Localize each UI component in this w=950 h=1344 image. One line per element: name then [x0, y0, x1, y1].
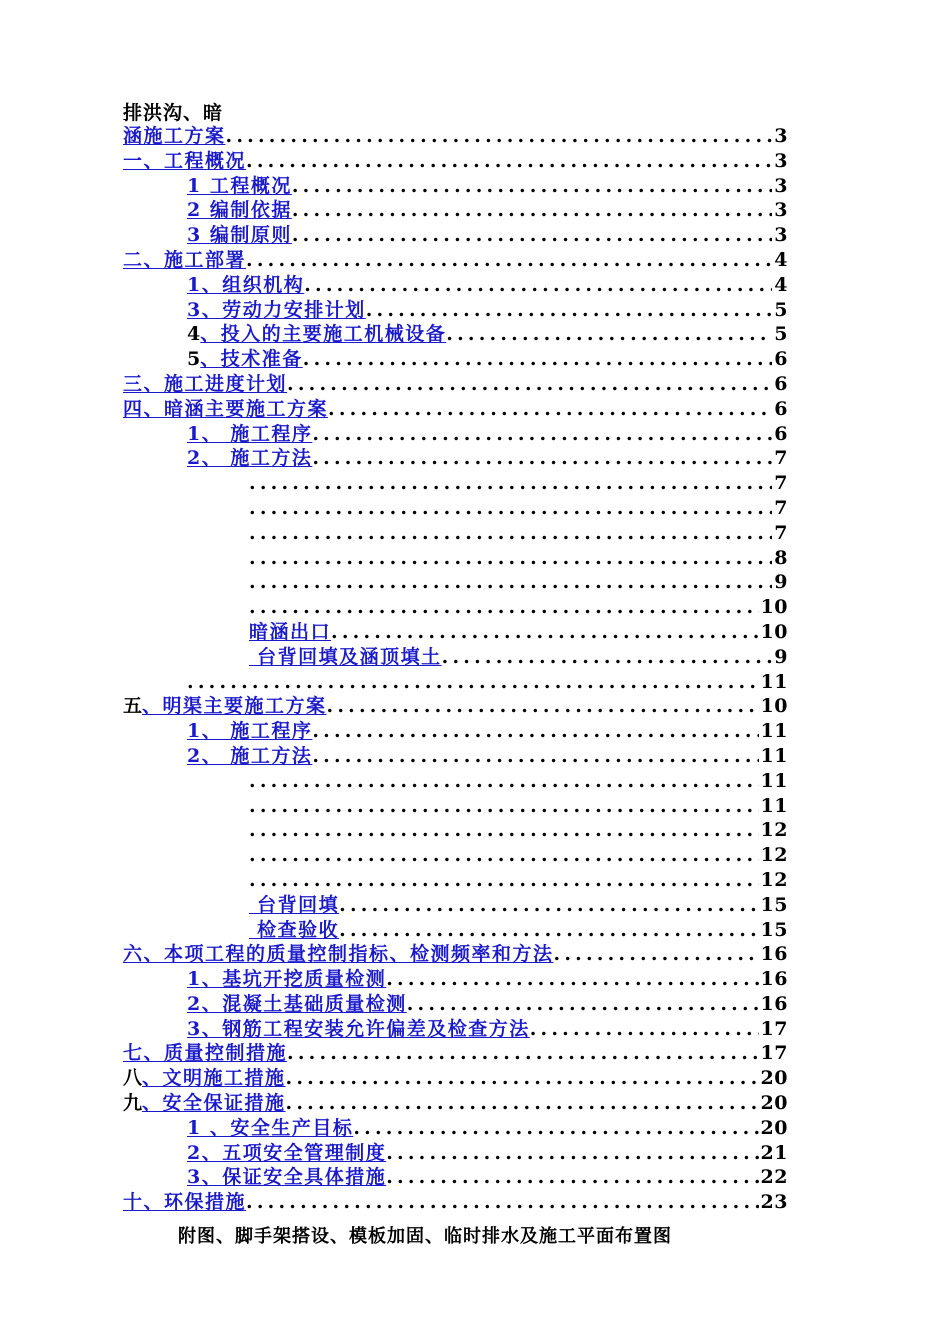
- toc-page-number: 10: [760, 596, 788, 619]
- dot-leader: [249, 843, 759, 868]
- toc-page-number: 5: [774, 298, 788, 321]
- toc-page-number: 20: [760, 1116, 788, 1139]
- toc-page-number: 7: [774, 472, 788, 495]
- toc-entry[interactable]: [123, 174, 788, 199]
- toc-entry-link[interactable]: 四、暗涵主要施工方案: [123, 397, 329, 420]
- toc-entry-link[interactable]: 十、环保措施: [123, 1191, 247, 1214]
- toc-entry[interactable]: [123, 1116, 788, 1141]
- dot-leader: [287, 372, 772, 397]
- toc-page-number: 10: [760, 620, 788, 643]
- toc-entry[interactable]: [123, 471, 788, 496]
- dot-leader: [249, 794, 759, 819]
- toc-entry-link[interactable]: 1 、安全生产目标: [187, 1116, 354, 1139]
- toc-page-number: 16: [760, 992, 788, 1015]
- dot-leader: [312, 744, 758, 769]
- dot-leader: [312, 446, 772, 471]
- toc-page-number: 3: [774, 174, 788, 197]
- toc-entry-link[interactable]: 2 编制依据: [187, 199, 292, 222]
- toc-page-number: 11: [760, 670, 788, 693]
- toc-entry-link[interactable]: 三、施工进度计划: [123, 372, 288, 395]
- toc-page-number: 11: [760, 794, 788, 817]
- toc-page-number: 12: [760, 844, 788, 867]
- toc-entry[interactable]: [123, 446, 788, 471]
- toc-page-number: 9: [774, 645, 788, 668]
- toc-entry[interactable]: [123, 1141, 788, 1166]
- toc-entry-link[interactable]: 1、 施工程序: [187, 422, 313, 445]
- dot-leader: [249, 521, 772, 546]
- toc-page-number: 21: [760, 1141, 788, 1164]
- toc-page-number: 11: [760, 744, 788, 767]
- dot-leader: [327, 694, 759, 719]
- dot-leader: [246, 149, 772, 174]
- dot-leader: [249, 496, 772, 521]
- toc-page-number: 5: [774, 323, 788, 346]
- toc-entry-link[interactable]: 3、钢筋工程安装允许偏差及检查方法: [187, 1017, 530, 1040]
- toc-entry-link[interactable]: 、技术准备: [200, 348, 303, 371]
- toc-entry[interactable]: [123, 1190, 788, 1215]
- toc-entry[interactable]: [123, 794, 788, 819]
- toc-entry[interactable]: [123, 992, 788, 1017]
- toc-entry-link[interactable]: 2、混凝土基础质量检测: [187, 992, 407, 1015]
- dot-leader: [249, 546, 772, 571]
- dot-leader: [286, 1066, 759, 1091]
- toc-entry[interactable]: [123, 769, 788, 794]
- toc-entry[interactable]: [123, 248, 788, 273]
- toc-entry-link[interactable]: 、文明施工措施: [142, 1067, 286, 1090]
- toc-entry-link[interactable]: 3、保证安全具体措施: [187, 1166, 387, 1189]
- dot-leader: [442, 645, 773, 670]
- dot-leader: [246, 248, 772, 273]
- toc-entry[interactable]: [123, 1165, 788, 1190]
- toc-entry-link[interactable]: 、明渠主要施工方案: [142, 695, 327, 718]
- dot-leader: [353, 1116, 758, 1141]
- toc-entry-prefix: 5: [187, 348, 201, 371]
- toc-page-number: 3: [774, 149, 788, 172]
- toc-page-number: 11: [760, 769, 788, 792]
- dot-leader: [312, 422, 772, 447]
- toc-entry[interactable]: [123, 124, 788, 149]
- toc-entry-link[interactable]: 检查验收: [249, 918, 340, 941]
- toc-entry[interactable]: [123, 397, 788, 422]
- table-of-contents: [123, 124, 788, 1215]
- toc-entry[interactable]: [123, 719, 788, 744]
- dot-leader: [246, 1190, 759, 1215]
- dot-leader: [287, 1041, 759, 1066]
- toc-entry[interactable]: [123, 645, 788, 670]
- toc-page-number: 3: [774, 199, 788, 222]
- toc-page-number: 7: [774, 521, 788, 544]
- dot-leader: [331, 620, 759, 645]
- toc-entry-prefix: 4: [187, 323, 201, 346]
- toc-entry[interactable]: [123, 521, 788, 546]
- toc-page-number: 12: [760, 819, 788, 842]
- document-heading: 排洪沟、暗: [123, 102, 224, 124]
- toc-entry-link[interactable]: 2、 施工方法: [187, 744, 313, 767]
- dot-leader: [249, 570, 772, 595]
- toc-entry[interactable]: [123, 372, 788, 397]
- dot-leader: [292, 198, 772, 223]
- toc-entry-link[interactable]: 二、施工部署: [123, 248, 247, 271]
- toc-page-number: 16: [760, 943, 788, 966]
- toc-entry[interactable]: [123, 422, 788, 447]
- toc-entry[interactable]: [123, 298, 788, 323]
- dot-leader: [339, 893, 758, 918]
- toc-page-number: 10: [760, 695, 788, 718]
- dot-leader: [304, 273, 772, 298]
- dot-leader: [328, 397, 772, 422]
- dot-leader: [187, 670, 759, 695]
- dot-leader: [249, 868, 759, 893]
- toc-entry[interactable]: [123, 546, 788, 571]
- toc-page-number: 15: [760, 918, 788, 941]
- toc-page-number: 4: [774, 248, 788, 271]
- toc-page-number: 15: [760, 893, 788, 916]
- toc-entry-prefix: 五: [123, 695, 143, 718]
- toc-entry[interactable]: [123, 1091, 788, 1116]
- dot-leader: [366, 298, 773, 323]
- toc-entry[interactable]: [123, 570, 788, 595]
- toc-entry-link[interactable]: 七、质量控制措施: [123, 1042, 288, 1065]
- toc-entry[interactable]: [123, 1066, 788, 1091]
- toc-page-number: 3: [774, 224, 788, 247]
- toc-entry[interactable]: [123, 1041, 788, 1066]
- toc-entry-link[interactable]: 台背回填及涵顶填土: [249, 645, 442, 668]
- dot-leader: [286, 1091, 759, 1116]
- toc-page-number: 6: [774, 397, 788, 420]
- dot-leader: [249, 471, 772, 496]
- toc-page-number: 6: [774, 372, 788, 395]
- toc-page-number: 7: [774, 447, 788, 470]
- dot-leader: [303, 347, 773, 372]
- toc-page-number: 23: [760, 1191, 788, 1214]
- dot-leader: [386, 1141, 758, 1166]
- dot-leader: [554, 942, 759, 967]
- dot-leader: [386, 967, 758, 992]
- toc-page-number: 4: [774, 273, 788, 296]
- toc-entry[interactable]: [123, 223, 788, 248]
- toc-entry[interactable]: [123, 620, 788, 645]
- toc-entry[interactable]: [123, 347, 788, 372]
- toc-entry[interactable]: [123, 744, 788, 769]
- toc-entry-link[interactable]: 1、组织机构: [187, 273, 305, 296]
- toc-entry[interactable]: [123, 198, 788, 223]
- dot-leader: [530, 1017, 759, 1042]
- toc-entry[interactable]: [123, 273, 788, 298]
- toc-entry-link[interactable]: 2、 施工方法: [187, 447, 313, 470]
- toc-entry-link[interactable]: 、投入的主要施工机械设备: [200, 323, 447, 346]
- toc-page-number: 16: [760, 968, 788, 991]
- toc-entry[interactable]: [123, 670, 788, 695]
- toc-entry[interactable]: [123, 893, 788, 918]
- dot-leader: [407, 992, 759, 1017]
- toc-entry[interactable]: [123, 322, 788, 347]
- toc-entry[interactable]: [123, 868, 788, 893]
- dot-leader: [292, 223, 772, 248]
- toc-entry-link[interactable]: 1、 施工程序: [187, 720, 313, 743]
- toc-entry-link[interactable]: 暗涵出口: [249, 620, 332, 643]
- toc-entry[interactable]: [123, 818, 788, 843]
- toc-page-number: 12: [760, 868, 788, 891]
- toc-entry[interactable]: [123, 496, 788, 521]
- dot-leader: [249, 818, 759, 843]
- toc-entry-link[interactable]: 3、劳动力安排计划: [187, 298, 366, 321]
- dot-leader: [339, 918, 758, 943]
- toc-entry[interactable]: [123, 942, 788, 967]
- toc-page-number: 20: [760, 1067, 788, 1090]
- toc-entry-prefix: 八: [123, 1067, 143, 1090]
- toc-page-number: 11: [760, 720, 788, 743]
- toc-entry[interactable]: [123, 1017, 788, 1042]
- toc-entry[interactable]: [123, 149, 788, 174]
- toc-entry-link[interactable]: 、安全保证措施: [142, 1092, 286, 1115]
- toc-entry-link[interactable]: 六、本项工程的质量控制指标、检测频率和方法: [123, 943, 554, 966]
- toc-entry-prefix: 九: [123, 1092, 143, 1115]
- toc-entry[interactable]: [123, 918, 788, 943]
- toc-page-number: 20: [760, 1092, 788, 1115]
- dot-leader: [312, 719, 758, 744]
- dot-leader: [226, 124, 773, 149]
- toc-page-number: 9: [774, 571, 788, 594]
- dot-leader: [446, 322, 772, 347]
- toc-page-number: 6: [774, 348, 788, 371]
- toc-entry[interactable]: [123, 843, 788, 868]
- toc-entry[interactable]: [123, 967, 788, 992]
- toc-entry-link[interactable]: 3 编制原则: [187, 224, 292, 247]
- toc-page-number: 17: [760, 1042, 788, 1065]
- dot-leader: [292, 174, 772, 199]
- toc-page-number: 22: [760, 1166, 788, 1189]
- toc-page-number: 8: [774, 546, 788, 569]
- toc-entry-link[interactable]: 台背回填: [249, 893, 340, 916]
- toc-entry[interactable]: [123, 595, 788, 620]
- toc-entry[interactable]: [123, 694, 788, 719]
- toc-page-number: 7: [774, 496, 788, 519]
- toc-page-number: 17: [760, 1017, 788, 1040]
- toc-entry-link[interactable]: 涵施工方案: [123, 125, 226, 147]
- toc-entry-link[interactable]: 2、五项安全管理制度: [187, 1141, 387, 1164]
- toc-page-number: 3: [774, 125, 788, 147]
- dot-leader: [386, 1165, 758, 1190]
- dot-leader: [249, 769, 759, 794]
- toc-entry-link[interactable]: 一、工程概况: [123, 149, 247, 172]
- dot-leader: [249, 595, 759, 620]
- appendix-caption: 附图、脚手架搭设、模板加固、临时排水及施工平面布置图: [178, 1226, 672, 1247]
- toc-page-number: 6: [774, 422, 788, 445]
- toc-entry-link[interactable]: 1、基坑开挖质量检测: [187, 968, 387, 991]
- toc-entry-link[interactable]: 1 工程概况: [187, 174, 292, 197]
